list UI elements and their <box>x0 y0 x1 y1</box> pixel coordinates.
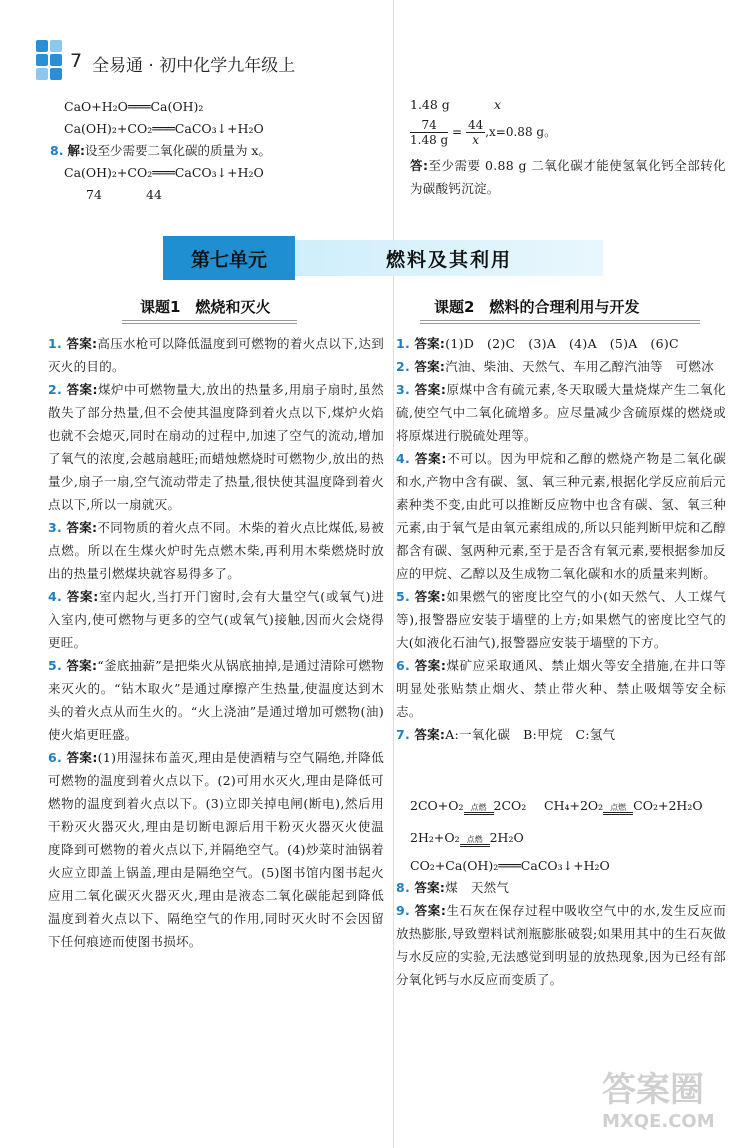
answer-label: 答: <box>410 158 429 173</box>
answer-item: 3. 答案:原煤中含有硫元素,冬天取暖大量烧煤产生二氧化硫,使空气中二氧化硫增多。应尽量减少含硫原煤的燃烧或将原煤进行脱硫处理等。 <box>396 382 726 443</box>
reaction-equation: CO₂+Ca(OH)₂═══CaCO₃↓+H₂O <box>410 858 610 873</box>
answer-text: 至少需要 0.88 g 二氧化碳才能使氢氧化钙全部转化为碳酸钙沉淀。 <box>410 158 726 196</box>
answer-item: 7. 答案:A:一氧化碳 B:甲烷 C:氢气 <box>396 727 616 742</box>
answer-item: 2. 答案:煤炉中可燃物量大,放出的热量多,用扇子扇时,虽然散失了部分热量,但不会使其温度降到着火点以下,煤炉火焰也就不会熄灭,同时在扇动的过程中,加速了空气的流动,增加了氧气的浓度,会越扇越旺;而蜡烛燃烧时可燃物少,放出的热量少,扇子一扇,空气流动带走了热量,很快使其温度降到着火点以下,所以一扇就灭。 <box>48 382 384 512</box>
lesson1-answers <box>48 332 384 953</box>
solution-text: 设至少需要二氧化碳的质量为 x。 <box>84 143 271 158</box>
equation-line: CaO+H₂O═══Ca(OH)₂ <box>64 99 204 114</box>
unit-label: 第七单元 <box>163 236 295 280</box>
unit-banner <box>163 236 603 280</box>
lesson2-title: 课题2 燃料的合理利用与开发 <box>434 298 640 316</box>
answer-item: 6. 答案:(1)用湿抹布盖灭,理由是使酒精与空气隔绝,并降低可燃物的温度到着火点以下。(2)可用水灭火,理由是降低可燃物的温度到着火点以下。(3)立即关掉电闸(断电),然后用干粉灭火器灭火,理由是切断电源后用干粉灭火器灭火使温度降到可燃物的着火点以下,并隔绝空气。(4)炒菜时油锅着火应立即盖上锅盖,理由是隔绝空气。(5)图书馆内图书起火应用二氧化碳灭火器灭火,理由是液态二氧化碳能起到降低温度到着火点以下、隔绝空气的作用,同时灭火时不会因留下任何痕迹而使图书损坏。 <box>48 750 385 949</box>
answer-item: 1. 答案:(1)D (2)C (3)A (4)A (5)A (6)C <box>396 336 679 351</box>
molar-mass: 74 <box>86 187 102 202</box>
reaction-equation: 2CO+O₂ 点燃 2CO₂ <box>410 798 527 813</box>
solution-line <box>50 142 271 160</box>
answer-item: 4. 答案:室内起火,当打开门窗时,会有大量空气(或氧气)进入室内,使可燃物与更多的空气(或氧气)接触,因而火会烧得更旺。 <box>48 589 384 650</box>
reaction-equation: 2H₂+O₂ 点燃 2H₂O <box>410 830 524 845</box>
page-number: 7 <box>70 50 83 72</box>
logo-square <box>36 68 48 80</box>
answer-item: 5. 答案:“釜底抽薪”是把柴火从锅底抽掉,是通过清除可燃物来灭火的。“钻木取火”是通过摩擦产生热量,使温度达到木头的着火点从而生火的。“火上浇油”是通过增加可燃物(油)使火焰更旺盛。 <box>48 658 384 742</box>
answer-item: 2. 答案:汽油、柴油、天然气、车用乙醇汽油等 可燃冰 <box>396 359 715 374</box>
lesson2-underline <box>420 320 700 324</box>
logo-square <box>50 40 62 52</box>
column-divider <box>393 0 394 1148</box>
answer-item: 6. 答案:煤矿应采取通风、禁止烟火等安全措施,在井口等明显处张贴禁止烟火、禁止带火种、禁止吸烟等安全标志。 <box>396 658 726 719</box>
unknown-variable: x <box>494 97 502 112</box>
lesson2-answers-continued <box>396 876 726 991</box>
answer-item: 9. 答案:生石灰在保存过程中吸收空气中的水,发生反应而放热膨胀,导致塑料试剂瓶膨胀破裂;如果用其中的生石灰做与水反应的实验,无法感觉到明显的放热现象,因为已经有部分氧化钙与水反应而变质了。 <box>396 903 726 987</box>
reaction-equation: CH₄+2O₂ 点燃 CO₂+2H₂O <box>544 798 703 813</box>
answer-item: 5. 答案:如果燃气的密度比空气的小(如天然气、人工煤气等),报警器应安装于墙壁的上方;如果燃气的密度比空气的大(如液化石油气),报警器应安装于墙壁的下方。 <box>396 589 726 650</box>
book-title: 全易通 · 初中化学九年级上 <box>92 56 296 76</box>
answer-item: 8. 答案:煤 天然气 <box>396 880 510 895</box>
proportion-equation: $\frac{74}{1.48 g}$ = $\frac{44}{x}$ ,x=0.88 g。 <box>410 118 557 147</box>
logo-square <box>36 54 48 66</box>
equation-line: Ca(OH)₂+CO₂═══CaCO₃↓+H₂O <box>64 121 264 136</box>
answer-item: 4. 答案:不可以。因为甲烷和乙醇的燃烧产物是二氧化碳和水,产物中含有碳、氢、氧三种元素,根据化学反应前后元素种类不变,由此可以推断反应物中也含有碳、氢、氧三种元素,由于氧气是由氧元素组成的,所以只能判断甲烷和乙醇都含有碳、氢两种元素,至于是否含有氧元素,要根据参加反应的甲烷、乙醇以及生成物二氧化碳和水的质量来判断。 <box>396 451 726 581</box>
equation-line: Ca(OH)₂+CO₂═══CaCO₃↓+H₂O <box>64 165 264 180</box>
watermark: 答案圈 MXQE.COM <box>602 1070 715 1132</box>
item-number: 8. <box>50 143 64 158</box>
answer-block <box>396 154 726 200</box>
answer-item: 1. 答案:高压水枪可以降低温度到可燃物的着火点以下,达到灭火的目的。 <box>48 336 384 374</box>
solution-label: 解: <box>67 143 85 158</box>
lesson1-title: 课题1 燃烧和灭火 <box>140 298 271 316</box>
lesson2-answers <box>396 332 726 746</box>
unit-title: 燃料及其利用 <box>295 240 603 276</box>
molar-mass: 44 <box>146 187 162 202</box>
mass-value: 1.48 g <box>410 97 450 112</box>
logo-square <box>50 54 62 66</box>
page-header <box>0 30 750 90</box>
logo-square <box>50 68 62 80</box>
fraction: $\frac{44}{x}$ <box>467 118 484 147</box>
lesson1-underline <box>122 320 297 324</box>
answer-item: 3. 答案:不同物质的着火点不同。木柴的着火点比煤低,易被点燃。所以在生煤火炉时先点燃木柴,再利用木柴燃烧时放出的热量引燃煤块就容易得多了。 <box>48 520 384 581</box>
logo-square <box>36 40 48 52</box>
fraction: $\frac{74}{1.48 g}$ <box>410 118 449 147</box>
